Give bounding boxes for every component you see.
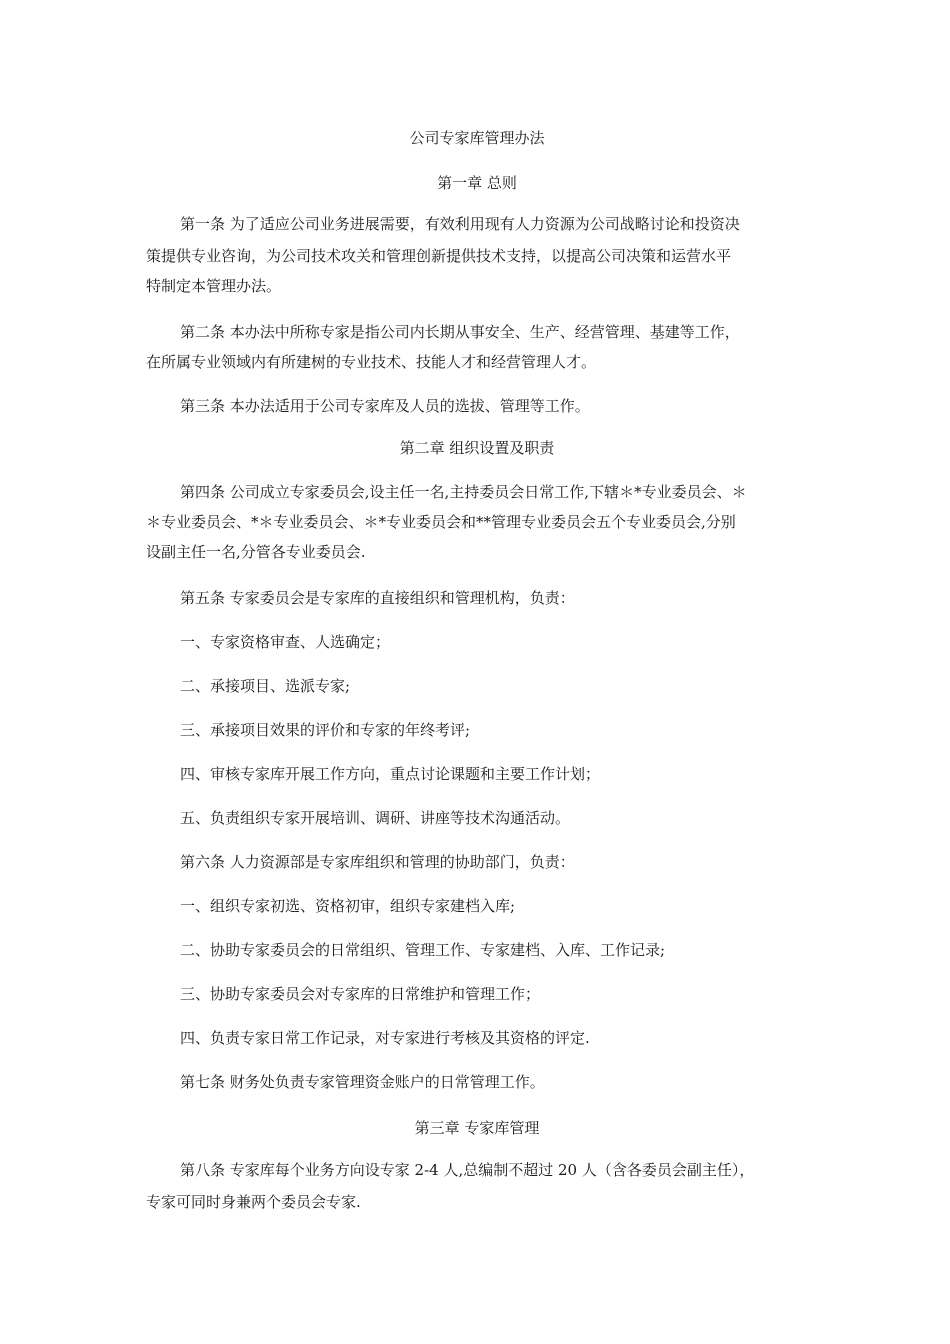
- article-6-item-1: 一、组织专家初选、资格初审，组织专家建档入库;: [180, 897, 516, 915]
- article-4-line-3: 设副主任一名,分管各专业委员会.: [146, 543, 366, 561]
- chapter-1-heading: 第一章 总则: [437, 174, 517, 192]
- chapter-3-heading: 第三章 专家库管理: [414, 1119, 540, 1137]
- article-2-line-2: 在所属专业领域内有所建树的专业技术、技能人才和经营管理人才。: [146, 353, 597, 371]
- document-title: 公司专家库管理办法: [409, 129, 545, 147]
- article-6-item-2: 二、协助专家委员会的日常组织、管理工作、专家建档、入库、工作记录;: [180, 941, 666, 959]
- article-7: 第七条 财务处负责专家管理资金账户的日常管理工作。: [180, 1073, 545, 1091]
- article-1-line-2: 策提供专业咨询，为公司技术攻关和管理创新提供技术支持，以提高公司决策和运营水平: [146, 247, 732, 265]
- article-5-item-1: 一、专家资格审查、人选确定；: [180, 633, 391, 651]
- article-5-item-3: 三、承接项目效果的评价和专家的年终考评;: [180, 721, 471, 739]
- article-1-line-3: 特制定本管理办法。: [146, 277, 282, 295]
- article-5: 第五条 专家委员会是专家库的直接组织和管理机构，负责：: [180, 589, 575, 607]
- chapter-2-heading: 第二章 组织设置及职责: [399, 439, 555, 457]
- article-5-item-4: 四、审核专家库开展工作方向，重点讨论课题和主要工作计划；: [180, 765, 601, 783]
- article-4-line-2: ＊专业委员会、*＊专业委员会、＊*专业委员会和**管理专业委员会五个专业委员会,分别: [146, 513, 736, 531]
- article-5-item-2: 二、承接项目、选派专家;: [180, 677, 351, 695]
- article-6-item-4: 四、负责专家日常工作记录，对专家进行考核及其资格的评定.: [180, 1029, 590, 1047]
- article-4-line-1: 第四条 公司成立专家委员会,设主任一名,主持委员会日常工作,下辖＊*专业委员会、＊: [180, 483, 747, 501]
- article-6: 第六条 人力资源部是专家库组织和管理的协助部门，负责：: [180, 853, 575, 871]
- article-8-line-2: 专家可同时身兼两个委员会专家.: [146, 1193, 361, 1211]
- article-6-item-3: 三、协助专家委员会对专家库的日常维护和管理工作；: [180, 985, 541, 1003]
- article-3: 第三条 本办法适用于公司专家库及人员的选拔、管理等工作。: [180, 397, 590, 415]
- article-2-line-1: 第二条 本办法中所称专家是指公司内长期从事安全、生产、经营管理、基建等工作，: [180, 323, 740, 341]
- article-8-line-1: 第八条 专家库每个业务方向设专家 2-4 人,总编制不超过 20 人（含各委员会副主任），: [180, 1161, 755, 1179]
- article-5-item-5: 五、负责组织专家开展培训、调研、讲座等技术沟通活动。: [180, 809, 571, 827]
- article-1-line-1: 第一条 为了适应公司业务进展需要，有效利用现有人力资源为公司战略讨论和投资决: [180, 215, 740, 233]
